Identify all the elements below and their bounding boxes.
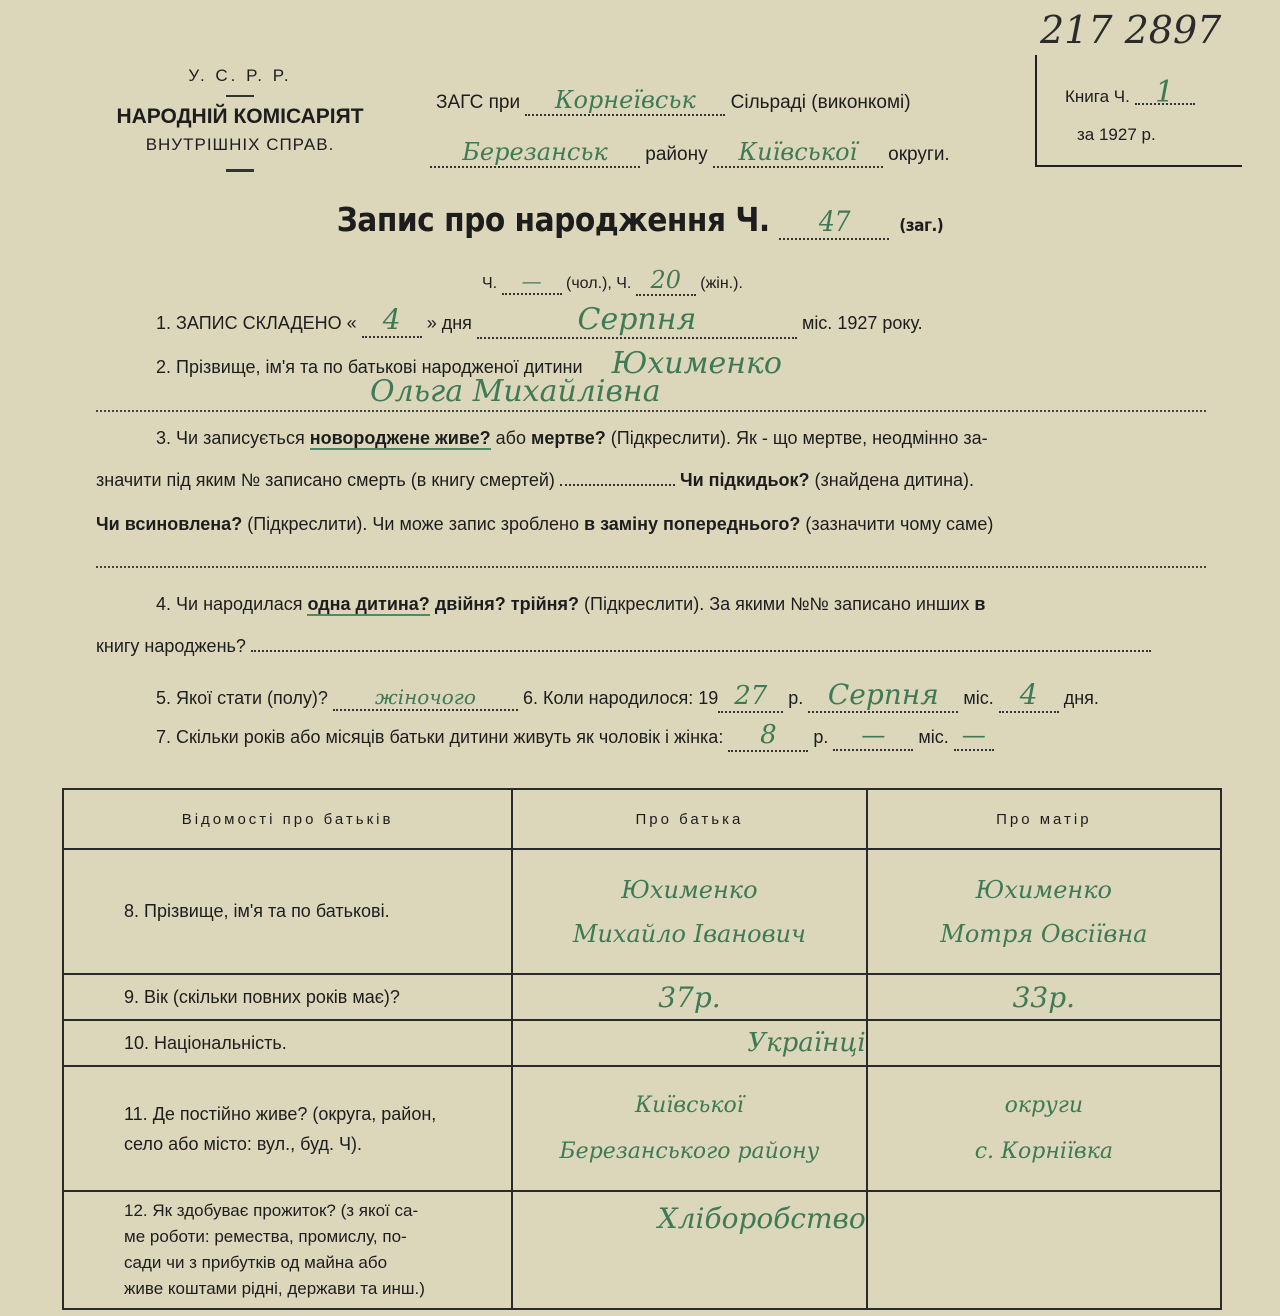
table-row (63, 1020, 1221, 1066)
birth-year: 27 (718, 681, 783, 713)
archive-number: 217 2897 (1040, 8, 1222, 52)
q2-line: 2. Прізвище, ім'я та по батькові народженої дитини Юхименко (156, 346, 782, 381)
book-box (1035, 55, 1242, 167)
q3-line2: значити під яким № записано смерть (в книгу смертей) Чи підкидьок? (знайдена дитина). (96, 470, 975, 490)
record-month: Серпня (477, 302, 797, 339)
book-label: Книга Ч. (1065, 87, 1130, 106)
table-header-row (63, 789, 1221, 849)
birth-month: Серпня (808, 678, 958, 713)
district-line: Березанськ району Київської округи. (430, 138, 950, 168)
row-label: 11. Де постійно живе? (округа, район, село або місто: вул., буд. Ч). (63, 1066, 512, 1191)
table-row (63, 1066, 1221, 1191)
table-row (63, 974, 1221, 1020)
district-name: Березанськ (430, 138, 640, 168)
q3-line3: Чи всиновлена? (Підкреслити). Чи може запис зроблено в заміну попереднього? (зазначити чому саме) (96, 514, 994, 534)
mother-age: 33р. (867, 974, 1221, 1020)
row-label: 9. Вік (скільки повних років має)? (63, 974, 512, 1020)
table-row (63, 1191, 1221, 1309)
q5-line: 5. Якої стати (полу)? жіночого 6. Коли народилося: 19 27 р. Серпня міс. 4 дня. (156, 678, 1099, 711)
row-label: 8. Прізвище, ім'я та по батькові. (63, 849, 512, 974)
row-label: 10. Національність. (63, 1020, 512, 1066)
okruha-name: Київської (713, 138, 883, 168)
child-name: Ольга Михайлівна (370, 374, 661, 409)
page-title: Запис про народження Ч. 47 (заг.) (336, 200, 944, 239)
village-name: Корнеївськ (525, 86, 725, 116)
table-row (63, 849, 1221, 974)
single-child-option: одна дитина? (307, 594, 430, 614)
q4-line2: книгу народжень? (96, 636, 1151, 657)
father-age: 37р. (512, 974, 867, 1020)
record-day: 4 (362, 303, 422, 338)
ministry-name: НАРОДНІЙ КОМІСАРІЯТ (116, 105, 364, 128)
father-residence: Київської Березанського району (512, 1066, 867, 1191)
book-number: 1 (1135, 83, 1195, 105)
child-surname: Юхименко (611, 346, 782, 381)
birth-day: 4 (999, 678, 1059, 713)
alive-option: новороджене живе? (309, 428, 491, 448)
country-label: У. С. Р. Р. (188, 66, 292, 85)
column-header: Про батька (512, 789, 867, 849)
zags-line: ЗАГС при Корнеївськ Сільраді (виконкомі) (436, 86, 911, 114)
father-occupation: Хліборобство (512, 1191, 867, 1309)
father-name: Юхименко Михайло Іванович (512, 849, 867, 974)
record-number: 47 (779, 205, 889, 240)
gender-count-line: Ч. — (чол.), Ч. 20 (жін.). (482, 266, 743, 294)
mother-occupation (867, 1191, 1221, 1309)
married-months: — (833, 721, 913, 751)
mother-residence: округи с. Корніївка (867, 1066, 1221, 1191)
book-year: за 1927 р. (1077, 125, 1156, 144)
q1-line: 1. ЗАПИС СКЛАДЕНО « 4 » дня Серпня міс. 1927 року. (156, 302, 923, 337)
father-nationality: Українці (512, 1020, 867, 1066)
ministry-block (80, 66, 400, 172)
q3-line1: 3. Чи записується новороджене живе? або мертве? (Підкреслити). Як - що мертве, неодмінно за- (156, 428, 988, 448)
q7-line: 7. Скільки років або місяців батьки дитини живуть як чоловік і жінка: 8 р. — міс. — (156, 720, 994, 752)
ministry-sub: ВНУТРІШНІХ СПРАВ. (145, 135, 335, 154)
row-label: 12. Як здобуває прожиток? (з якої са- ме роботи: ремества, промислу, по- сади чи з прибутків од майна або живе коштами рідні, держави та инш.) (63, 1191, 512, 1309)
column-header: Про матір (867, 789, 1221, 849)
column-header: Відомості про батьків (63, 789, 512, 849)
parents-table (62, 788, 1222, 1310)
mother-name: Юхименко Мотря Овсіївна (867, 849, 1221, 974)
married-years: 8 (728, 720, 808, 752)
child-sex: жіночого (333, 685, 518, 711)
q4-line1: 4. Чи народилася одна дитина? двійня? трійня? (Підкреслити). За якими №№ записано инших в (156, 594, 986, 614)
mother-nationality (867, 1020, 1221, 1066)
